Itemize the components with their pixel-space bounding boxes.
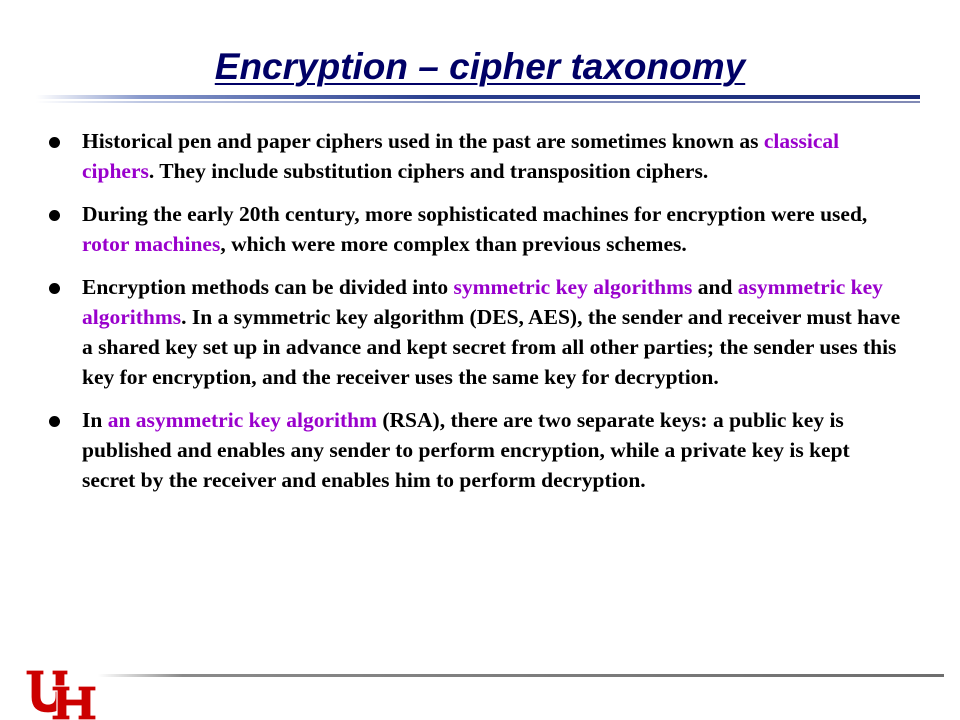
uh-logo — [24, 666, 96, 720]
bullet-text: During the early 20th century, more sophisticated machines for encryption were used, — [82, 202, 868, 226]
highlighted-term: asymmetric key algorithms — [82, 275, 883, 329]
highlighted-term: symmetric key algorithms — [453, 275, 693, 299]
footer-divider — [98, 674, 944, 678]
bullet-text: . They include substitution ciphers and transposition ciphers. — [148, 159, 709, 183]
bullet-text: , which were more complex than previous schemes. — [220, 232, 687, 256]
bullet-text: and — [692, 275, 738, 299]
title-divider — [36, 95, 920, 104]
bullet-text: (RSA), there are two separate keys: a public key is published and enables any sender to perform encryption, while a private key is kept secret by the receiver and enables him to perform decryption. — [82, 408, 850, 492]
bullet-icon — [49, 416, 60, 427]
bullet-text: . In a symmetric key algorithm (DES, AES), the sender and receiver must have a shared key set up in advance and kept secret from all other parties; the sender uses this key for encryption, and the receiver uses the same key for decryption. — [82, 305, 901, 389]
bullet-icon — [49, 137, 60, 148]
bullet-item — [48, 126, 908, 186]
bullet-item — [48, 199, 908, 259]
bullet-item — [48, 405, 908, 495]
highlighted-term: classical ciphers — [82, 129, 840, 183]
bullet-text: Encryption methods can be divided into — [82, 275, 454, 299]
bullet-icon — [49, 210, 60, 221]
bullet-icon — [49, 283, 60, 294]
highlighted-term: an asymmetric key algorithm — [107, 408, 377, 432]
highlighted-term: rotor machines — [82, 232, 221, 256]
bullet-list — [48, 126, 908, 508]
bullet-text: Historical pen and paper ciphers used in the past are sometimes known as — [82, 129, 764, 153]
bullet-text: In — [82, 408, 108, 432]
slide-title: Encryption – cipher taxonomy — [214, 46, 746, 87]
bullet-item — [48, 272, 908, 392]
